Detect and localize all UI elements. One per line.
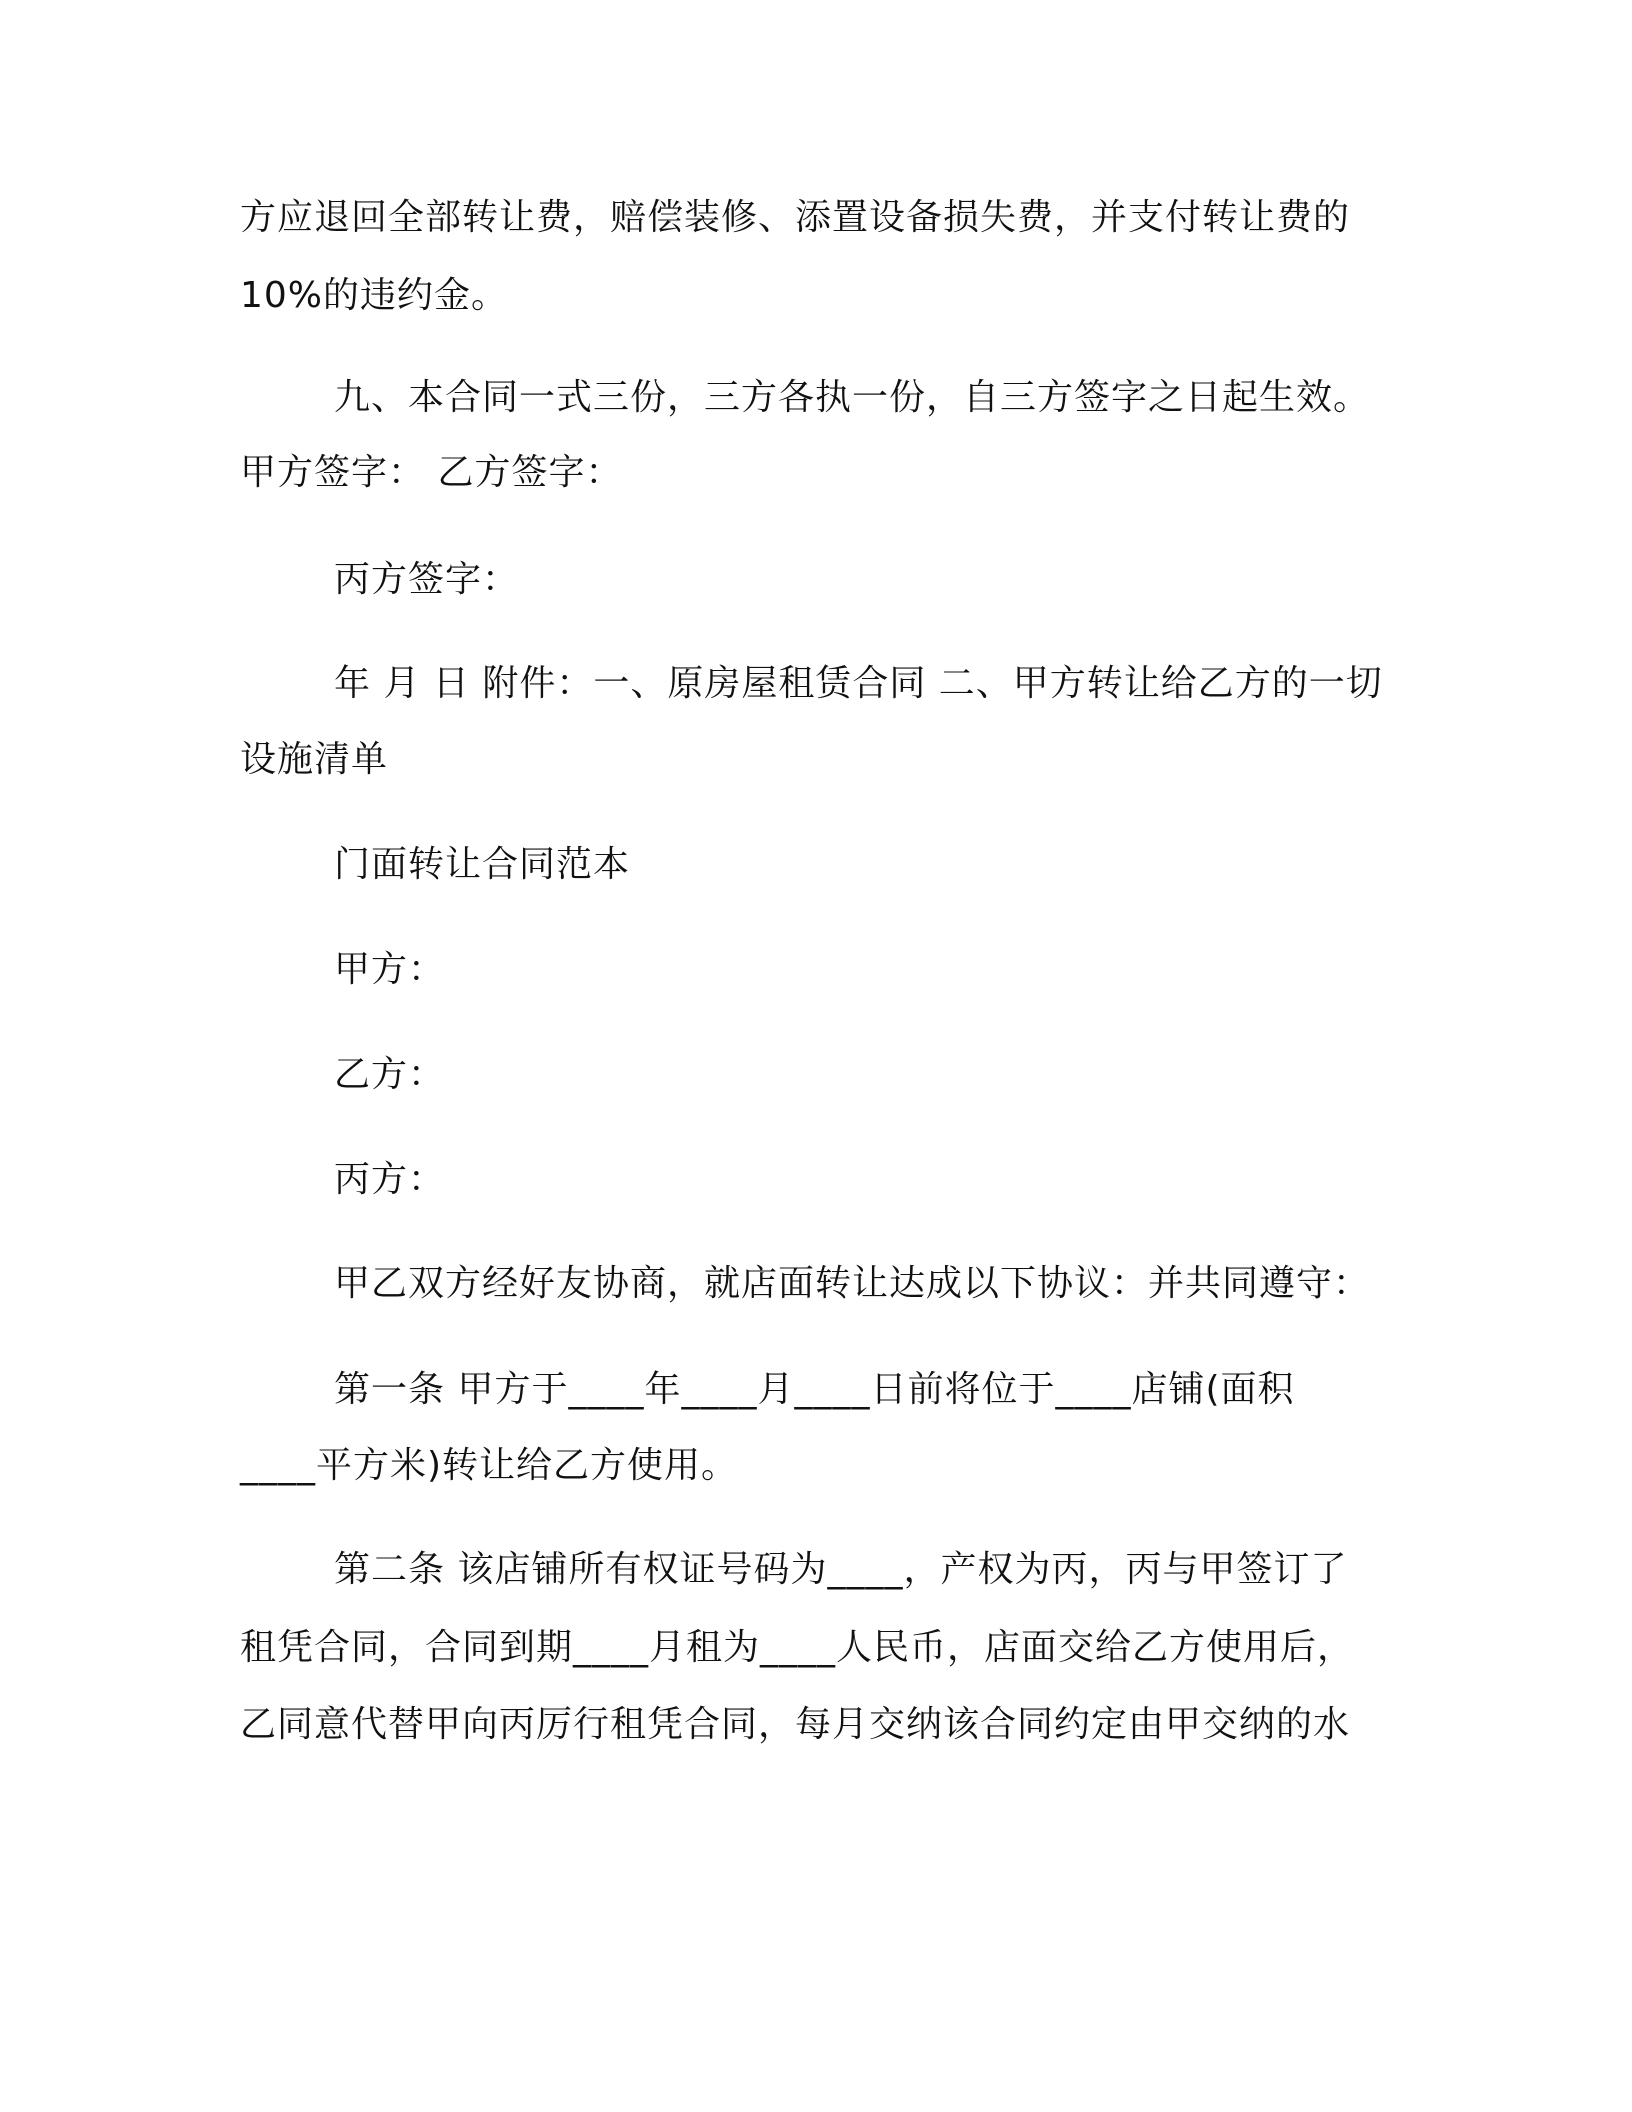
signature-line-c: 丙方签字： xyxy=(334,559,520,600)
attachments-continuation: 设施清单 xyxy=(240,739,389,780)
date-attachments-line: 年 月 日 附件：一、原房屋租赁合同 二、甲方转让给乙方的一切 xyxy=(334,663,1383,704)
contract-title: 门面转让合同范本 xyxy=(334,844,631,885)
party-c-label: 丙方： xyxy=(334,1159,446,1200)
clause-nine: 九、本合同一式三份，三方各执一份，自三方签字之日起生效。 xyxy=(334,377,1371,418)
text-line-2: 10%的违约金。 xyxy=(240,275,509,316)
signature-line-a-b: 甲方签字： 乙方签字： xyxy=(240,452,623,493)
article-one-line-2: ____平方米)转让给乙方使用。 xyxy=(240,1445,739,1486)
article-two-line-3: 乙同意代替甲向丙厉行租凭合同，每月交纳该合同约定由甲交纳的水 xyxy=(240,1704,1351,1745)
article-two-line-1: 第二条 该店铺所有权证号码为____，产权为丙，丙与甲签订了 xyxy=(334,1549,1348,1590)
party-a-label: 甲方： xyxy=(334,949,446,990)
party-b-label: 乙方： xyxy=(334,1054,446,1095)
article-one-line-1: 第一条 甲方于____年____月____日前将位于____店铺(面积 xyxy=(334,1369,1295,1410)
agreement-intro: 甲乙双方经好友协商，就店面转让达成以下协议：并共同遵守： xyxy=(334,1263,1371,1304)
article-two-line-2: 租凭合同，合同到期____月租为____人民币，店面交给乙方使用后， xyxy=(240,1627,1355,1668)
text-line-1: 方应退回全部转让费，赔偿装修、添置设备损失费，并支付转让费的 xyxy=(240,197,1351,238)
